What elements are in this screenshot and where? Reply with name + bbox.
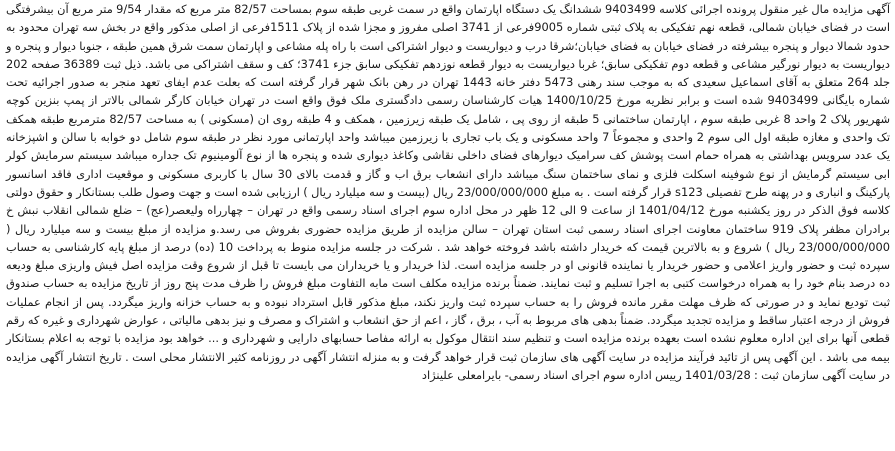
notice-paragraph <box>6 0 890 384</box>
notice-footer-text: تاریخ انتشار آگهی مزایده در سایت آگهی سازمان ثبت : 1401/03/28 رییس اداره سوم اجرای اسناد رسمی- بایرامعلی علینژاد <box>6 349 890 382</box>
notice-body-text: آگهی مزایده مال غیر منقول پرونده اجرائی کلاسه 9403499 ششدانگ یک دستگاه اپارتمان واقع در سمت غربی طبقه سوم بمساحت 82/57 متر مربع که مقدار 9/54 متر مربع آن بیشرفتگی است در فضای خیابان شمالی، قطعه نهم تفکیکی به پلاک ثبتی شماره 9005فرعی از 3741 اصلی مفروز و مجزا شده از پلاک 1511فرعی از اصلی مذکور واقع در بخش سه تهران محدود به حدود شمالا دیوار و پنجره بیشرفته در فضای خیابان به فضای خیابان؛شرقا درب و دیواریست و دیوار اشتراکی است با راه پله مشاعی و اپارتمان سمت شرق همین طبقه ، جنوبا دیوار و پنجره و دیواریست به دیوار نورگیر مشاعی و قطعه دوم تفکیکی سابق؛ غربا دیواریست به دیوار قطعه نوزدهم تفکیکی سابق جزء 3741؛ کف و سقف اشتراکی می باشد. ذیل ثبت 36389 صفحه 202 جلد 264 متعلق به آقای اسماعیل سعیدی که به موجب سند رهنی 5473 دفتر خانه 1443 تهران در رهن بانک شهر قرار گرفته است که بعلت عدم ایفای تعهد منجر به صدور اجرائیه تحت شماره بایگانی 9403499 شده است و برابر نظریه مورخ 1400/10/25 هیات کارشناسان رسمی دادگستری ملک فوق واقع است در تهران خیابان کارگر شمالی بالاتر از پمپ بنزین کوچه شهریور پلاک 2 واحد 8 غربی طبقه سوم ، اپارتمان ساختمانی 5 طبقه از روی پی ، شامل یک طبقه زیرزمین ، همکف و 4 طبقه روی ان (مسکونی ) به مساحت 82/57 مترمربع طبقه همکف تک واحدی و مغازه طبقه اول الی سوم 2 واحدی و مجموعاً 7 واحد مسکونی و یک باب تجاری با زیرزمین میباشد واحد اپارتمانی مورد نظر در طبقه سوم شامل دو خوابه با سالن و اشپزخانه یک عدد سرویس بهداشتی به همراه حمام است پوشش کف سرامیک دیوارهای فضای داخلی نقاشی وکاغذ دیواری شده و پنجره ها از نوع آلومینیوم تک جداره میباشد سیستم سرمایش کولر ابی سیستم گرمایش از نوع شوفینه اسکلت فلزی و نمای ساختمان سنگ میباشد دارای انشعاب برق اب و گاز و قدمت بالای 30 سال با کاربری مسکونی و موقعیت اداری فاقد اسانسور پارکینگ و انباری و در پهنه طرح تفصیلی s123 قرار گرفته است . به مبلغ 23/000/000/000 ریال (بیست و سه میلیارد ریال ) ارزیابی شده است و جهت وصول طلب بستانکار و حقوق دولتی کلاسه فوق الذکر در روز یکشنبه مورخ 1401/04/12 از ساعت 9 الی 12 ظهر در محل اداره سوم اجرای اسناد رسمی واقع در تهران – چهارراه ولیعصر(عج) – ضلع شمالی انقلاب نبش خ برادران مظفر پلاک 919 ساختمان معاونت اجرای اسناد رسمی ثبت استان تهران – سالن مزایده از طریق مزایده حضوری بفروش می رسد.و مزایده از مبلغ بیست و سه میلیارد ریال ( 23/000/000/000 ریال ) شروع و به بالاترین قیمت که خریدار داشته باشد فروخته خواهد شد . شرکت در جلسه مزایده منوط به پرداخت 10 (ده) درصد از مبلغ پایه کارشناسی به حساب سپرده ثبت و حضور واریز اعلامی و حضور خریدار یا نماینده قانونی او در جلسه مزایده است. لذا خریدار و یا خریداران می بایست تا قبل از شروع وقت مزایده اصل فیش واریزی مبلغ ودیعه ده درصد بنام خود را به همراه درخواست کتبی به اجرا تسلیم و ثبت نمایند. ضمناً برنده مزایده مکلف است مابه التفاوت مبلغ فروش را ظرف مدت پنج روز از تاریخ مزایده به حساب صندوق ثبت تودیع نماید و در صورتی که ظرف مهلت مقرر مانده فروش را به حساب سپرده ثبت واریز نکند، مبلغ مذکور قابل استرداد نبوده و به حساب خزانه واریز میگردد. پس از انجام عملیات فروش از درجه اعتبار ساقط و مزایده تجدید میگردد. ضمناً بدهی های مربوط به آب ، برق ، گاز ، اعم از حق انشعاب و اشتراک و مصرف و نیز بدهی مالیاتی ، عوارض شهرداری و غیره که رقم قطعی آنها برای این اداره معلوم نشده است بعهده برنده مزایده است و تنظیم سند انتقال موکول به ارائه مفاصا حسابهای دارایی و شهرداری و ... خواهد بود مزایده با توجه به اعلام بستانکار بیمه می باشد . این آگهی پس از تائید فرآیند مزایده در سایت آگهی های سازمان ثبت قرار خواهد گرفت و به منزله انتشار آگهی در روزنامه کثیر الانتشار محلی است . <box>6 2 891 364</box>
